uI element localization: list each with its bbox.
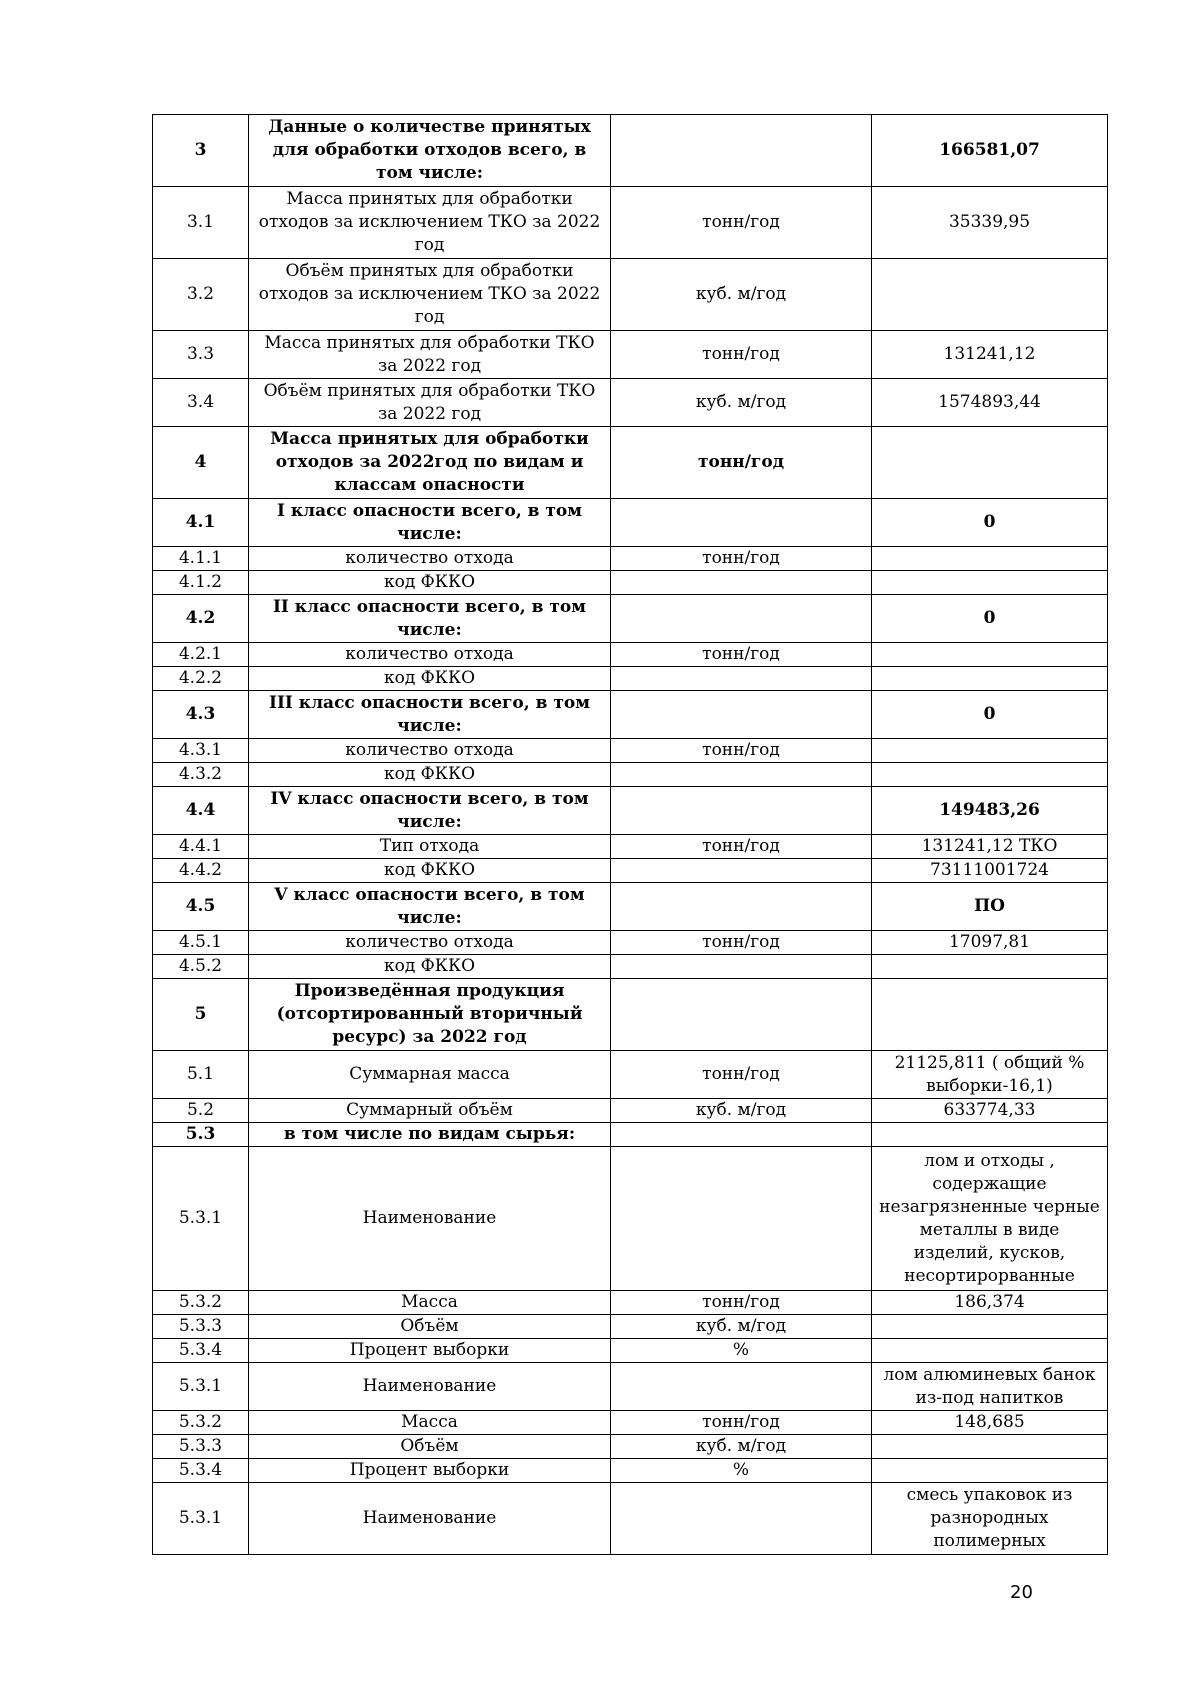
row-name-cell: в том числе по видам сырья: bbox=[249, 1123, 611, 1147]
row-unit-cell bbox=[611, 763, 872, 787]
row-unit-cell: куб. м/год bbox=[611, 259, 872, 331]
row-number-cell: 5.3.1 bbox=[153, 1147, 249, 1291]
row-value-cell: 73111001724 bbox=[872, 859, 1108, 883]
row-value-cell: 166581,07 bbox=[872, 115, 1108, 187]
table-row bbox=[153, 955, 1108, 979]
row-value-cell bbox=[872, 547, 1108, 571]
table-row bbox=[153, 187, 1108, 259]
row-value-cell: 17097,81 bbox=[872, 931, 1108, 955]
row-value-cell: 1574893,44 bbox=[872, 379, 1108, 427]
table-row bbox=[153, 859, 1108, 883]
row-value-cell bbox=[872, 643, 1108, 667]
row-name-cell: Масса принятых для обработки отходов за 2022год по видам и классам опасности bbox=[249, 427, 611, 499]
row-name-cell: Объём bbox=[249, 1315, 611, 1339]
table-row bbox=[153, 595, 1108, 643]
row-unit-cell bbox=[611, 859, 872, 883]
row-value-cell: смесь упаковок из разнородных полимерных bbox=[872, 1483, 1108, 1555]
table-row bbox=[153, 1363, 1108, 1411]
row-name-cell: код ФККО bbox=[249, 667, 611, 691]
row-unit-cell bbox=[611, 1123, 872, 1147]
row-name-cell: Масса принятых для обработки ТКО за 2022 год bbox=[249, 331, 611, 379]
row-value-cell: 148,685 bbox=[872, 1411, 1108, 1435]
table-row bbox=[153, 331, 1108, 379]
row-name-cell: V класс опасности всего, в том числе: bbox=[249, 883, 611, 931]
row-number-cell: 4.4.1 bbox=[153, 835, 249, 859]
row-value-cell: 131241,12 ТКО bbox=[872, 835, 1108, 859]
row-name-cell: Масса принятых для обработки отходов за исключением ТКО за 2022 год bbox=[249, 187, 611, 259]
row-unit-cell: тонн/год bbox=[611, 1411, 872, 1435]
row-number-cell: 4.3 bbox=[153, 691, 249, 739]
row-number-cell: 4 bbox=[153, 427, 249, 499]
table-row bbox=[153, 763, 1108, 787]
row-number-cell: 5.3.1 bbox=[153, 1483, 249, 1555]
row-name-cell: Процент выборки bbox=[249, 1459, 611, 1483]
row-name-cell: Суммарный объём bbox=[249, 1099, 611, 1123]
table-row bbox=[153, 115, 1108, 187]
row-unit-cell: тонн/год bbox=[611, 643, 872, 667]
row-number-cell: 5.3.4 bbox=[153, 1339, 249, 1363]
row-name-cell: Суммарная масса bbox=[249, 1051, 611, 1099]
row-name-cell: код ФККО bbox=[249, 955, 611, 979]
row-value-cell: 0 bbox=[872, 595, 1108, 643]
row-value-cell bbox=[872, 1315, 1108, 1339]
row-value-cell bbox=[872, 667, 1108, 691]
table-row bbox=[153, 1147, 1108, 1291]
table-row bbox=[153, 1051, 1108, 1099]
table-row bbox=[153, 883, 1108, 931]
row-unit-cell: куб. м/год bbox=[611, 1435, 872, 1459]
table-row bbox=[153, 571, 1108, 595]
row-value-cell: 35339,95 bbox=[872, 187, 1108, 259]
table-row bbox=[153, 547, 1108, 571]
row-name-cell: Тип отхода bbox=[249, 835, 611, 859]
row-unit-cell bbox=[611, 1147, 872, 1291]
row-number-cell: 5.3.2 bbox=[153, 1291, 249, 1315]
row-unit-cell: % bbox=[611, 1339, 872, 1363]
row-unit-cell bbox=[611, 691, 872, 739]
page-number: 20 bbox=[1010, 1582, 1033, 1603]
table-row bbox=[153, 1099, 1108, 1123]
row-name-cell: Масса bbox=[249, 1411, 611, 1435]
row-unit-cell bbox=[611, 571, 872, 595]
row-number-cell: 4.1.1 bbox=[153, 547, 249, 571]
row-value-cell bbox=[872, 1459, 1108, 1483]
row-name-cell: Наименование bbox=[249, 1147, 611, 1291]
row-number-cell: 5 bbox=[153, 979, 249, 1051]
row-value-cell bbox=[872, 1123, 1108, 1147]
row-name-cell: количество отхода bbox=[249, 547, 611, 571]
row-name-cell: количество отхода bbox=[249, 739, 611, 763]
table-row bbox=[153, 1435, 1108, 1459]
row-number-cell: 5.1 bbox=[153, 1051, 249, 1099]
row-unit-cell bbox=[611, 595, 872, 643]
row-unit-cell: куб. м/год bbox=[611, 1099, 872, 1123]
row-unit-cell: тонн/год bbox=[611, 739, 872, 763]
row-number-cell: 5.3.1 bbox=[153, 1363, 249, 1411]
table-row bbox=[153, 835, 1108, 859]
row-unit-cell bbox=[611, 787, 872, 835]
row-value-cell: 21125,811 ( общий % выборки-16,1) bbox=[872, 1051, 1108, 1099]
row-value-cell: лом алюминевых банок из-под напитков bbox=[872, 1363, 1108, 1411]
row-number-cell: 4.2 bbox=[153, 595, 249, 643]
row-number-cell: 4.1.2 bbox=[153, 571, 249, 595]
row-unit-cell: тонн/год bbox=[611, 331, 872, 379]
row-name-cell: IV класс опасности всего, в том числе: bbox=[249, 787, 611, 835]
row-value-cell bbox=[872, 571, 1108, 595]
row-unit-cell: тонн/год bbox=[611, 547, 872, 571]
table-row bbox=[153, 1411, 1108, 1435]
table-row bbox=[153, 787, 1108, 835]
row-number-cell: 4.4 bbox=[153, 787, 249, 835]
table-row bbox=[153, 427, 1108, 499]
table-row bbox=[153, 667, 1108, 691]
row-name-cell: Процент выборки bbox=[249, 1339, 611, 1363]
row-number-cell: 5.2 bbox=[153, 1099, 249, 1123]
row-number-cell: 5.3.4 bbox=[153, 1459, 249, 1483]
row-number-cell: 4.3.2 bbox=[153, 763, 249, 787]
row-name-cell: Данные о количестве принятых для обработки отходов всего, в том числе: bbox=[249, 115, 611, 187]
row-number-cell: 5.3.3 bbox=[153, 1435, 249, 1459]
row-value-cell bbox=[872, 763, 1108, 787]
row-name-cell: Объём bbox=[249, 1435, 611, 1459]
row-name-cell: Наименование bbox=[249, 1363, 611, 1411]
row-unit-cell bbox=[611, 883, 872, 931]
table-row bbox=[153, 499, 1108, 547]
table-row bbox=[153, 259, 1108, 331]
row-name-cell: II класс опасности всего, в том числе: bbox=[249, 595, 611, 643]
row-value-cell: лом и отходы , содержащие незагрязненные черные металлы в виде изделий, кусков, несортирорванные bbox=[872, 1147, 1108, 1291]
row-number-cell: 4.5.2 bbox=[153, 955, 249, 979]
table-row bbox=[153, 1483, 1108, 1555]
row-name-cell: Объём принятых для обработки отходов за исключением ТКО за 2022 год bbox=[249, 259, 611, 331]
row-unit-cell: куб. м/год bbox=[611, 379, 872, 427]
table-row bbox=[153, 979, 1108, 1051]
row-number-cell: 4.5.1 bbox=[153, 931, 249, 955]
table-row bbox=[153, 643, 1108, 667]
row-value-cell: 0 bbox=[872, 691, 1108, 739]
waste-data-table bbox=[152, 114, 1108, 1555]
row-value-cell: 633774,33 bbox=[872, 1099, 1108, 1123]
table-row bbox=[153, 1291, 1108, 1315]
row-value-cell bbox=[872, 739, 1108, 763]
row-value-cell bbox=[872, 955, 1108, 979]
row-value-cell bbox=[872, 259, 1108, 331]
row-unit-cell: тонн/год bbox=[611, 1051, 872, 1099]
row-number-cell: 5.3 bbox=[153, 1123, 249, 1147]
row-unit-cell bbox=[611, 667, 872, 691]
row-number-cell: 5.3.2 bbox=[153, 1411, 249, 1435]
table-row bbox=[153, 1315, 1108, 1339]
row-unit-cell bbox=[611, 979, 872, 1051]
row-name-cell: количество отхода bbox=[249, 931, 611, 955]
table-row bbox=[153, 739, 1108, 763]
row-unit-cell bbox=[611, 1483, 872, 1555]
row-number-cell: 3.2 bbox=[153, 259, 249, 331]
row-name-cell: Масса bbox=[249, 1291, 611, 1315]
table-row bbox=[153, 691, 1108, 739]
row-unit-cell bbox=[611, 955, 872, 979]
row-unit-cell: тонн/год bbox=[611, 835, 872, 859]
row-number-cell: 4.2.2 bbox=[153, 667, 249, 691]
row-value-cell: ПО bbox=[872, 883, 1108, 931]
row-name-cell: код ФККО bbox=[249, 763, 611, 787]
row-name-cell: код ФККО bbox=[249, 571, 611, 595]
row-value-cell: 149483,26 bbox=[872, 787, 1108, 835]
row-name-cell: III класс опасности всего, в том числе: bbox=[249, 691, 611, 739]
row-value-cell bbox=[872, 427, 1108, 499]
row-number-cell: 3.1 bbox=[153, 187, 249, 259]
table-row bbox=[153, 1123, 1108, 1147]
row-value-cell: 186,374 bbox=[872, 1291, 1108, 1315]
table-row bbox=[153, 1459, 1108, 1483]
row-name-cell: I класс опасности всего, в том числе: bbox=[249, 499, 611, 547]
row-number-cell: 4.4.2 bbox=[153, 859, 249, 883]
row-name-cell: количество отхода bbox=[249, 643, 611, 667]
row-unit-cell: тонн/год bbox=[611, 187, 872, 259]
row-number-cell: 4.5 bbox=[153, 883, 249, 931]
row-unit-cell bbox=[611, 1363, 872, 1411]
row-number-cell: 4.3.1 bbox=[153, 739, 249, 763]
row-unit-cell: тонн/год bbox=[611, 1291, 872, 1315]
row-unit-cell: куб. м/год bbox=[611, 1315, 872, 1339]
row-value-cell bbox=[872, 1339, 1108, 1363]
row-value-cell: 131241,12 bbox=[872, 331, 1108, 379]
row-name-cell: Объём принятых для обработки ТКО за 2022 год bbox=[249, 379, 611, 427]
row-value-cell bbox=[872, 1435, 1108, 1459]
row-number-cell: 4.2.1 bbox=[153, 643, 249, 667]
row-value-cell bbox=[872, 979, 1108, 1051]
table-row bbox=[153, 379, 1108, 427]
row-unit-cell: тонн/год bbox=[611, 931, 872, 955]
row-unit-cell: тонн/год bbox=[611, 427, 872, 499]
row-number-cell: 5.3.3 bbox=[153, 1315, 249, 1339]
row-unit-cell bbox=[611, 499, 872, 547]
row-name-cell: Наименование bbox=[249, 1483, 611, 1555]
row-number-cell: 3.3 bbox=[153, 331, 249, 379]
row-number-cell: 4.1 bbox=[153, 499, 249, 547]
row-unit-cell: % bbox=[611, 1459, 872, 1483]
row-value-cell: 0 bbox=[872, 499, 1108, 547]
row-unit-cell bbox=[611, 115, 872, 187]
row-name-cell: Произведённая продукция (отсортированный вторичный ресурс) за 2022 год bbox=[249, 979, 611, 1051]
table-row bbox=[153, 1339, 1108, 1363]
row-name-cell: код ФККО bbox=[249, 859, 611, 883]
row-number-cell: 3 bbox=[153, 115, 249, 187]
table-row bbox=[153, 931, 1108, 955]
row-number-cell: 3.4 bbox=[153, 379, 249, 427]
